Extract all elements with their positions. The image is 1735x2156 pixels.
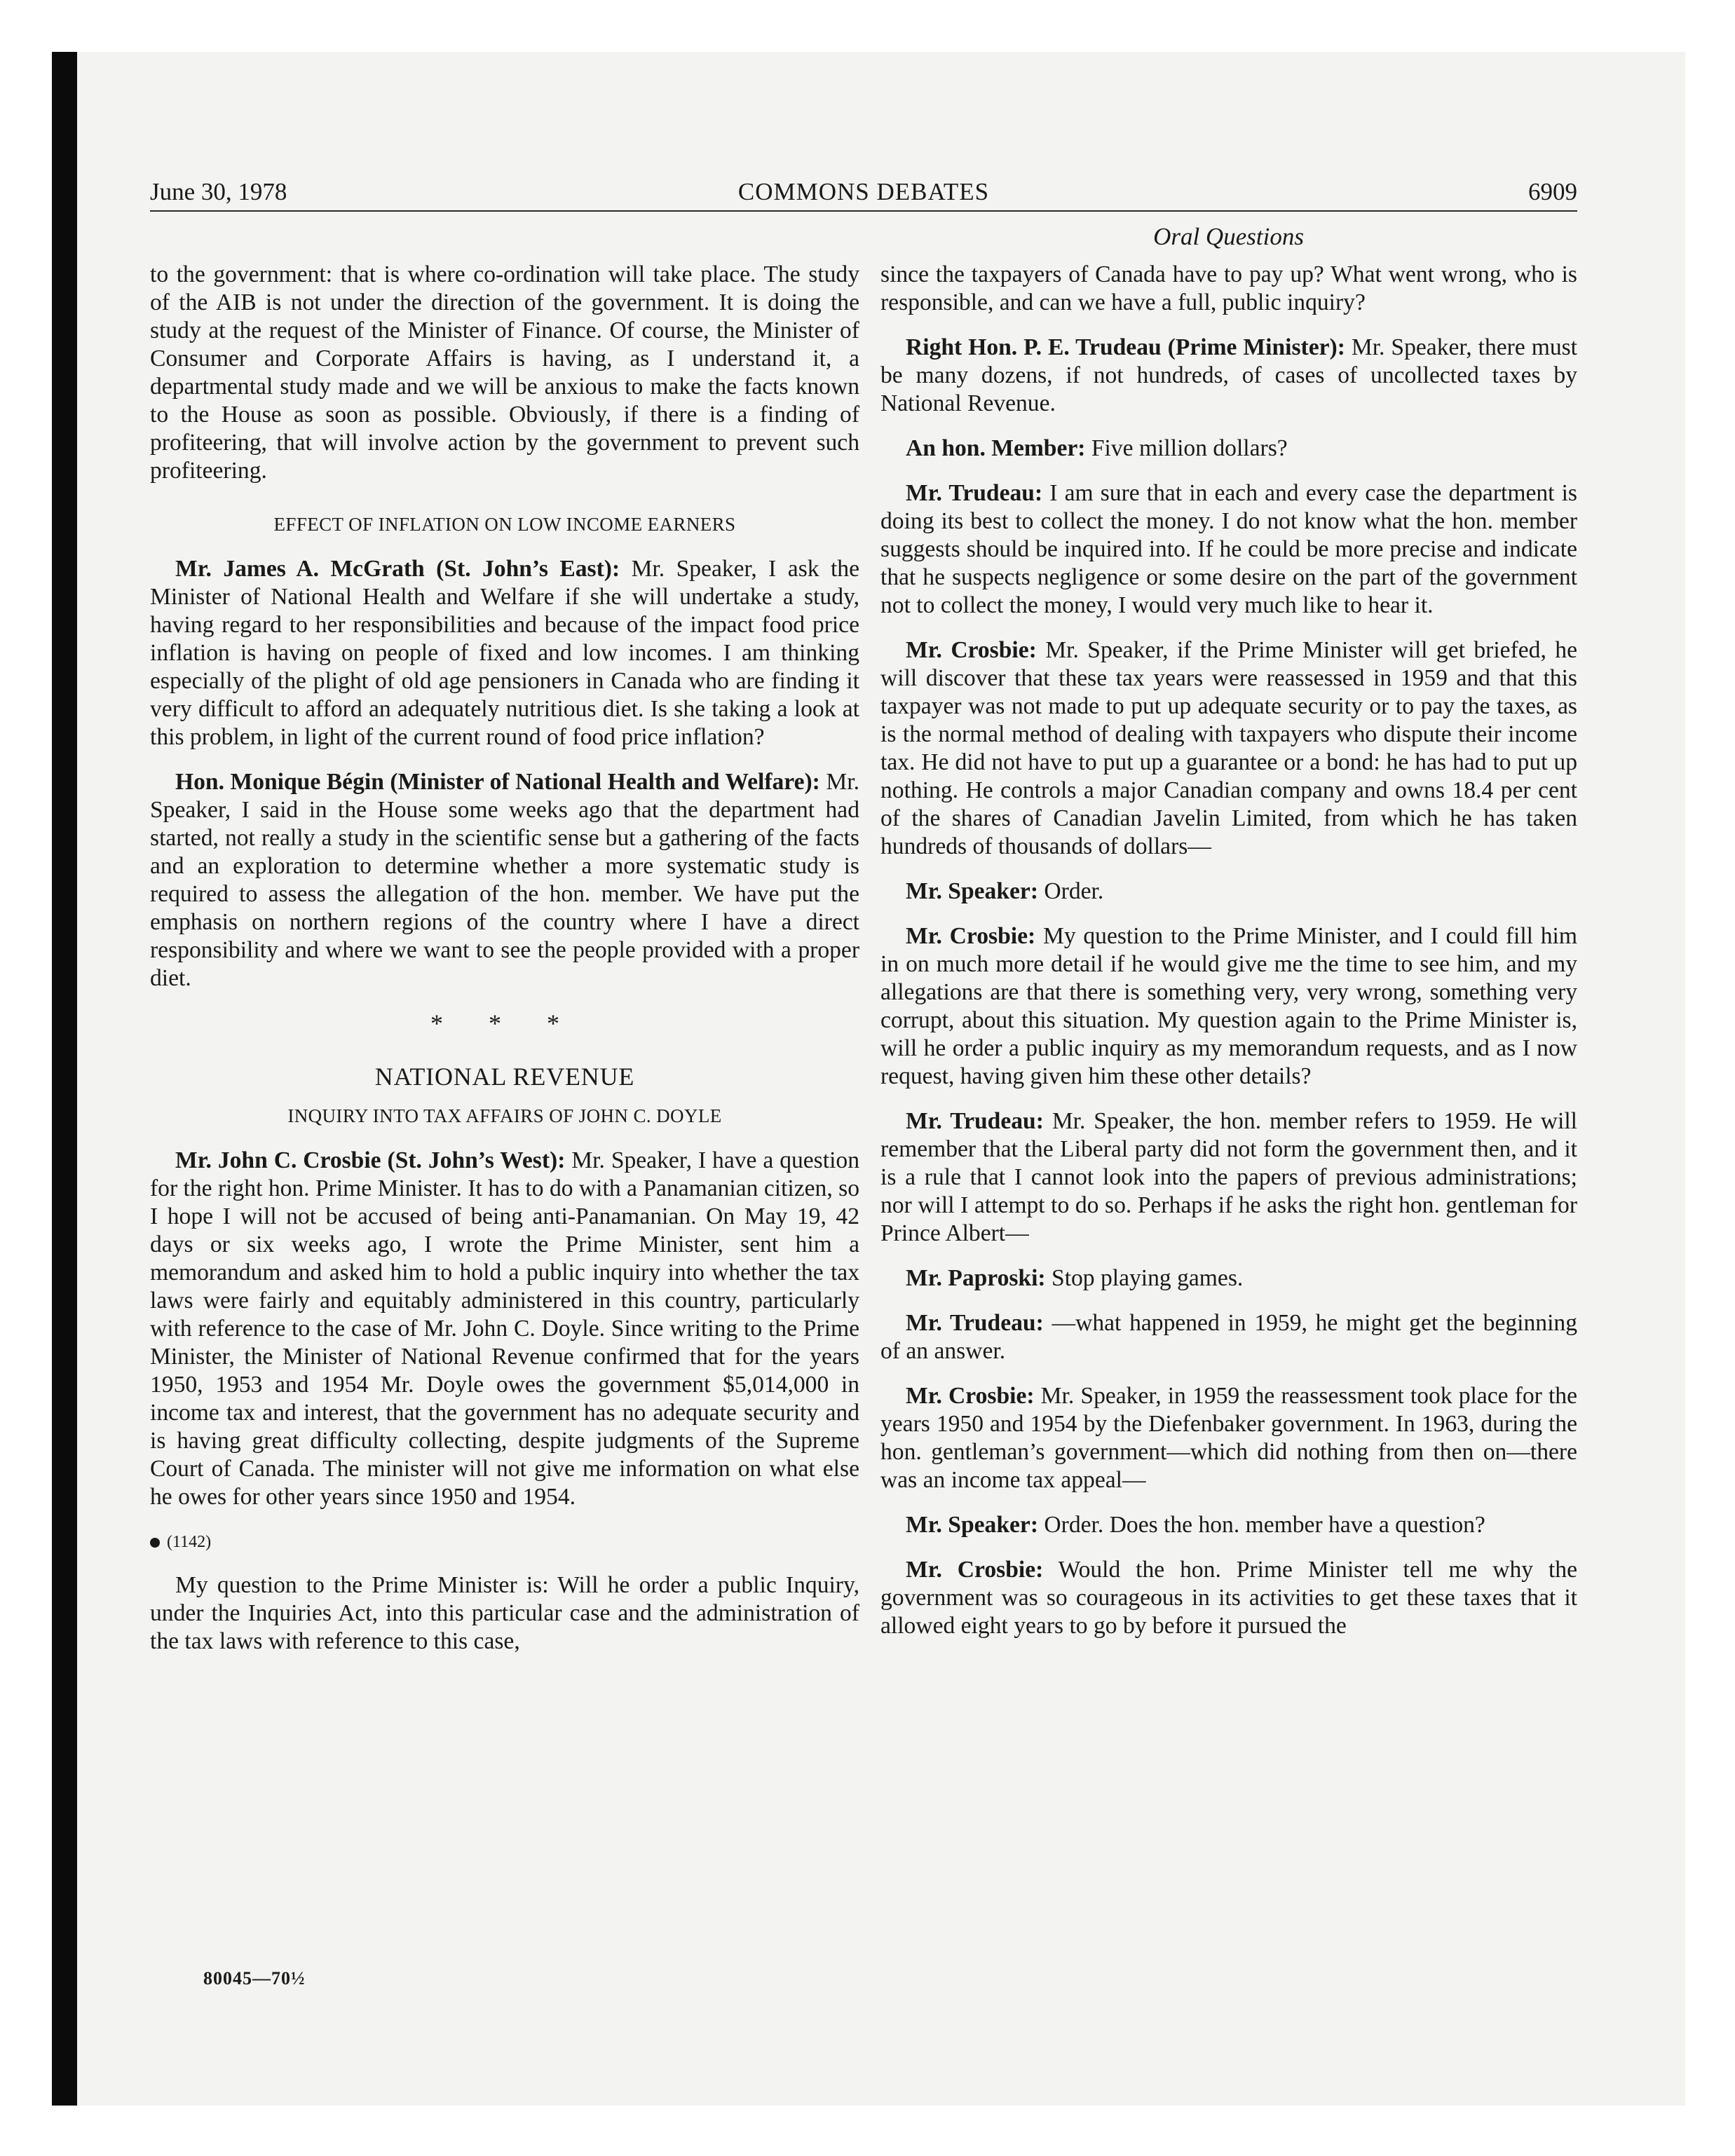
speech-text: Mr. Speaker, I have a question for the right hon. Prime Minister. It has to do with a Panamanian citizen, so I hope I will not be accused of being anti-Panamanian. On May 19, 42 days or six weeks ago, I wrote the Prime Minister, sent him a memorandum and asked him to hold a public inquiry into whether the tax laws were fairly and equitably administered in this country, particularly with reference to the case of Mr. John C. Doyle. Since writing to the Prime Minister, the Minister of National Revenue confirmed that for the years 1950, 1953 and 1954 Mr. Doyle owes the government $5,014,000 in income tax and interest, that the government has no adequate security and is having great difficulty collecting, despite judgments of the Supreme Court of Canada. The minister will not give me information on what else he owes for other years since 1950 and 1954. [150,1147,859,1510]
right-column [880,261,1577,1657]
running-subhead: Oral Questions [1153,223,1304,250]
speech-paragraph [150,555,859,751]
speech-paragraph [880,435,1577,463]
section-title: NATIONAL REVENUE [374,1063,635,1091]
speech-paragraph [880,1107,1577,1248]
scan-edge-shadow [52,52,77,2106]
speech-paragraph [880,1264,1577,1292]
header-title: COMMONS DEBATES [737,178,990,205]
speech-text: Mr. Speaker, there must be many dozens, if not hundreds, of cases of uncollected taxes by National Revenue. [880,334,1578,416]
bullet-icon [150,1538,160,1548]
header-date: June 30, 1978 [150,178,287,205]
speech-text: I am sure that in each and every case the department is doing its best to collect the money. I do not know what the hon. member suggests should be inquired into. If he could be more precise and indicate that he suspects negligence or some desire on the part of the government not to collect the money, I would very much like to hear it. [880,480,1577,618]
speech-text: —what happened in 1959, he might get the beginning of an answer. [880,1310,1577,1364]
topic-heading: EFFECT OF INFLATION ON LOW INCOME EARNERS [273,514,736,535]
speech-text: Five million dollars? [1085,435,1288,461]
speech-paragraph [880,334,1577,418]
speech-text: Mr. Speaker, if the Prime Minister will get briefed, he will discover that these tax years were reassessed in 1959 and that this taxpayer was not made to put up adequate security or to pay the taxes, as is the normal method of dealing with taxpayers who dispute their income tax. He did not have to put up a guarantee or a bond: he has had to put up nothing. He controls a major Canadian company and owns 18.4 per cent of the shares of Canadian Javelin Limited, from which he has taken hundreds of thousands of dollars— [880,637,1577,859]
speaker-name: Mr. Speaker: [906,1512,1039,1538]
speaker-name: Mr. Paproski: [906,1265,1046,1291]
speech-paragraph [880,479,1577,620]
speech-text: Mr. Speaker, in 1959 the reassessment took place for the years 1950 and 1954 by the Diefenbaker government. In 1963, during the hon. gentleman’s government—which did nothing from then on—there was an income tax appeal— [880,1383,1577,1493]
speaker-name: Mr. Trudeau: [906,480,1043,506]
speaker-name: Mr. Trudeau: [906,1310,1044,1336]
speaker-name: Right Hon. P. E. Trudeau (Prime Minister): [906,334,1345,360]
section-separator: * * * [430,1009,579,1037]
speech-text: Mr. Speaker, I ask the Minister of National Health and Welfare if she will undertake a study, having regard to her responsibilities and because of the impact food price inflation is having on people of fixed and low incomes. I am thinking especially of the plight of old age pensioners in Canada who are finding it very difficult to afford an adequately nutritious diet. Is she taking a look at this problem, in light of the current round of food price inflation? [150,556,859,750]
speaker-name: Hon. Monique Bégin (Minister of National Health and Welfare): [175,769,820,795]
speaker-name: An hon. Member: [906,435,1086,461]
speaker-name: Mr. John C. Crosbie (St. John’s West): [175,1147,566,1173]
speaker-name: Mr. Crosbie: [906,1557,1044,1583]
speaker-name: Mr. Trudeau: [906,1108,1044,1134]
speech-paragraph [150,1147,859,1511]
print-code: 80045—70½ [203,1968,306,1988]
paragraph: My question to the Prime Minister is: Will he order a public Inquiry, under the Inquiries Act, into this particular case and the administration of the tax laws with reference to this case, [150,1572,859,1654]
paragraph: since the taxpayers of Canada have to pay up? What went wrong, who is responsible, and can we have a full, public inquiry? [880,261,1577,315]
speech-paragraph [880,1511,1577,1539]
header-page-number: 6909 [1528,178,1577,205]
speech-text: Mr. Speaker, I said in the House some weeks ago that the department had started, not really a study in the scientific sense but a gathering of the facts and an exploration to determine whether a more systematic study is required to assess the allegation of the hon. member. We have put the emphasis on northern regions of the country where I have a direct responsibility and where we want to see the people provided with a proper diet. [150,769,859,991]
page-header [150,168,1577,212]
speech-text: My question to the Prime Minister, and I could fill him in on much more detail if he would give me the time to see him, and my allegations are that there is something very, very wrong, something very corrupt, about this situation. My question again to the Prime Minister is, will he order a public inquiry as my memorandum requests, and as I now request, having given him these other details? [880,923,1578,1089]
speech-paragraph [880,1309,1577,1365]
speaker-name: Mr. Speaker: [906,878,1039,904]
speech-paragraph [880,1382,1577,1494]
time-stamp: (1142) [167,1533,212,1551]
topic-heading: INQUIRY INTO TAX AFFAIRS OF JOHN C. DOYLE [287,1105,722,1126]
speech-paragraph [880,636,1577,861]
left-column [150,261,859,1672]
paragraph: to the government: that is where co-ordination will take place. The study of the AIB is not under the direction of the government. It is doing the study at the request of the Minister of Finance. Of course, the Minister of Consumer and Corporate Affairs is having, as I understand it, a departmental study made and we will be anxious to make the facts known to the House as soon as possible. Obviously, if there is a finding of profiteering, that will involve action by the government to prevent such profiteering. [150,261,859,484]
speech-paragraph [880,1556,1577,1640]
speech-text: Mr. Speaker, the hon. member refers to 1959. He will remember that the Liberal party did not form the government then, and it is a rule that I cannot look into the papers of previous administrations; nor will I attempt to do so. Perhaps if he asks the right hon. gentleman for Prince Albert— [880,1108,1578,1246]
speech-paragraph [880,878,1577,906]
speaker-name: Mr. Crosbie: [906,923,1036,949]
speaker-name: Mr. James A. McGrath (St. John’s East): [175,556,620,582]
speech-text: Stop playing games. [1045,1265,1244,1291]
speech-paragraph [150,768,859,992]
speech-text: Order. [1038,878,1104,904]
time-marker [150,1528,859,1556]
speech-paragraph [880,922,1577,1091]
speaker-name: Mr. Crosbie: [906,1383,1035,1409]
speech-text: Would the hon. Prime Minister tell me why the government was so courageous in its activities to get these taxes that it allowed eight years to go by before it pursued the [880,1557,1577,1639]
speech-text: Order. Does the hon. member have a question? [1038,1512,1485,1538]
speaker-name: Mr. Crosbie: [906,637,1037,663]
